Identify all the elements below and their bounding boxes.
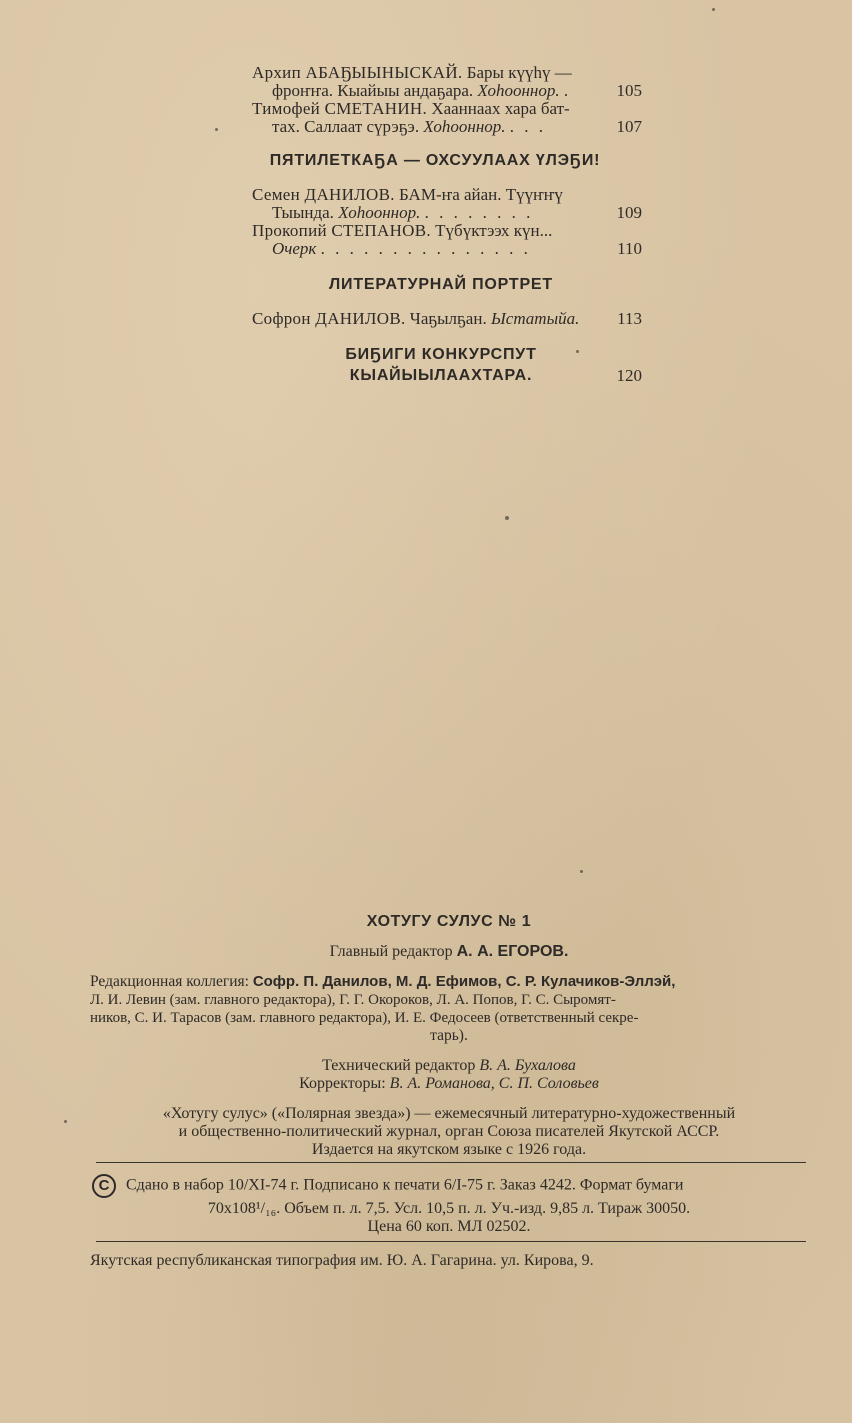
toc-entry (252, 346, 642, 385)
print-details (90, 1174, 808, 1236)
toc-entry (252, 222, 642, 258)
tech-editor (90, 1057, 808, 1075)
table-of-contents (252, 64, 642, 385)
chief-editor (90, 943, 808, 961)
journal-description-line: и общественно-политический журнал, орган Союза писателей Якутской АССР. (178, 1123, 720, 1140)
toc-entry-title: БАМ-ҥа айан. Түүҥҥү (399, 185, 563, 204)
print-details-line: Цена 60 коп. МЛ 02502. (367, 1218, 531, 1235)
toc-entry (252, 310, 642, 328)
toc-entry (252, 186, 642, 222)
toc-entry-page: 107 (616, 117, 642, 136)
toc-entry-author: Архип АБАҔЫЫНЫСКАЙ. (252, 63, 463, 82)
editorial-board (90, 973, 808, 1045)
correctors-label: Корректоры: (299, 1075, 386, 1092)
correctors (90, 1075, 808, 1093)
paper-speck (712, 8, 715, 11)
tech-editor-label: Технический редактор (322, 1057, 476, 1074)
editorial-board-line: Л. И. Левин (зам. главного редактора), Г. Г. Окороков, Л. А. Попов, Г. С. Сыромят- (90, 992, 616, 1008)
journal-description-line: Издается на якутском языке с 1926 года. (311, 1141, 587, 1158)
toc-entry-title-cont: Тыында. (272, 203, 334, 222)
toc-entry-author: Тимофей СМЕТАНИН. (252, 99, 428, 118)
editorial-board-line: тарь). (430, 1027, 468, 1044)
imprint (90, 913, 808, 1159)
toc-entry (252, 100, 642, 136)
toc-entry-title: Түбүктээх күн... (435, 221, 553, 240)
toc-entry (252, 64, 642, 100)
editorial-board-label: Редакционная коллегия: (90, 973, 249, 990)
chief-editor-label: Главный редактор (329, 943, 453, 960)
toc-entry-page: 105 (616, 81, 642, 100)
toc-entry-title: Хааннаах хара бат- (431, 99, 570, 118)
correctors-names: В. А. Романова, С. П. Соловьев (389, 1075, 599, 1092)
chief-editor-name: А. А. ЕГОРОВ. (456, 943, 569, 960)
editorial-board-line: Софр. П. Данилов, М. Д. Ефимов, С. Р. Кулачиков-Эллэй, (252, 973, 676, 990)
toc-entry-title-cont: тах. Саллаат сүрэҕэ. (272, 117, 420, 136)
editorial-board-line: ников, С. И. Тарасов (зам. главного редактора), И. Е. Федосеев (ответственный секре- (90, 1010, 639, 1026)
toc-entry-title: Бары күүһү — (466, 63, 572, 82)
toc-entry-leader-dots: . . . (509, 117, 547, 136)
toc-entry-leader-dots: . (563, 81, 572, 100)
toc-entry-genre: Хоһооннор. (338, 203, 421, 222)
toc-entry-title: Чаҕылҕан. (409, 309, 487, 328)
toc-entry-title-cont: фроҥҥа. Кыайыы андаҕара. (272, 81, 474, 100)
toc-entry-genre: Очерк (272, 239, 317, 258)
toc-entry-genre: Хоһооннор. (423, 117, 506, 136)
printer-line: Якутская республиканская типография им. Ю. А. Гагарина. ул. Кирова, 9. (90, 1252, 594, 1269)
toc-entry-page: 109 (616, 203, 642, 222)
copyright-icon: C (92, 1174, 116, 1198)
toc-entry-author: Семен ДАНИЛОВ. (252, 185, 395, 204)
toc-entry-leader-dots: . . . . . . . . . . . . . . . (320, 239, 531, 258)
print-details-text: Сдано в набор 10/XI-74 г. Подписано к печати 6/I-75 г. Заказ 4242. Формат бумаги (126, 1176, 684, 1194)
paper-speck (505, 516, 509, 520)
journal-description-line: «Хотугу сулус» («Полярная звезда») — ежемесячный литературно-художественный (162, 1105, 736, 1122)
print-details-line (90, 1174, 808, 1198)
toc-entry-author: Софрон ДАНИЛОВ. (252, 309, 406, 328)
section-heading: КЫАЙЫЫЛААХТАРА. (349, 367, 533, 384)
paper-speck (64, 1120, 67, 1123)
toc-entry-page: 110 (617, 239, 642, 258)
section-heading: ПЯТИЛЕТКАҔА — ОХСУУЛААХ ҮЛЭҔИ! (269, 152, 601, 169)
paper-speck (580, 870, 583, 873)
section-heading: ЛИТЕРАТУРНАЙ ПОРТРЕТ (329, 276, 553, 293)
tech-editor-name: В. А. Бухалова (479, 1057, 576, 1074)
divider-rule (96, 1162, 806, 1163)
print-details-line: 70х108¹/₁₆. Объем п. л. 7,5. Усл. 10,5 п. л. Уч.-изд. 9,85 л. Тираж 30050. (207, 1200, 691, 1217)
toc-entry-page: 113 (617, 309, 642, 328)
divider-rule (96, 1241, 806, 1242)
journal-description (90, 1105, 808, 1159)
toc-entry-author: Прокопий СТЕПАНОВ. (252, 221, 431, 240)
paper-speck (215, 128, 218, 131)
section-heading: БИҔИГИ КОНКУРСПУТ (345, 346, 537, 363)
toc-entry-genre: Хоһооннор. (477, 81, 560, 100)
toc-entry-leader-dots: . . . . . . . . (424, 203, 534, 222)
journal-title: ХОТУГУ СУЛУС № 1 (366, 913, 532, 930)
toc-entry-genre: Ыстатыйа. (490, 309, 580, 328)
toc-entry-page: 120 (616, 366, 642, 385)
paper-speck (576, 350, 579, 353)
